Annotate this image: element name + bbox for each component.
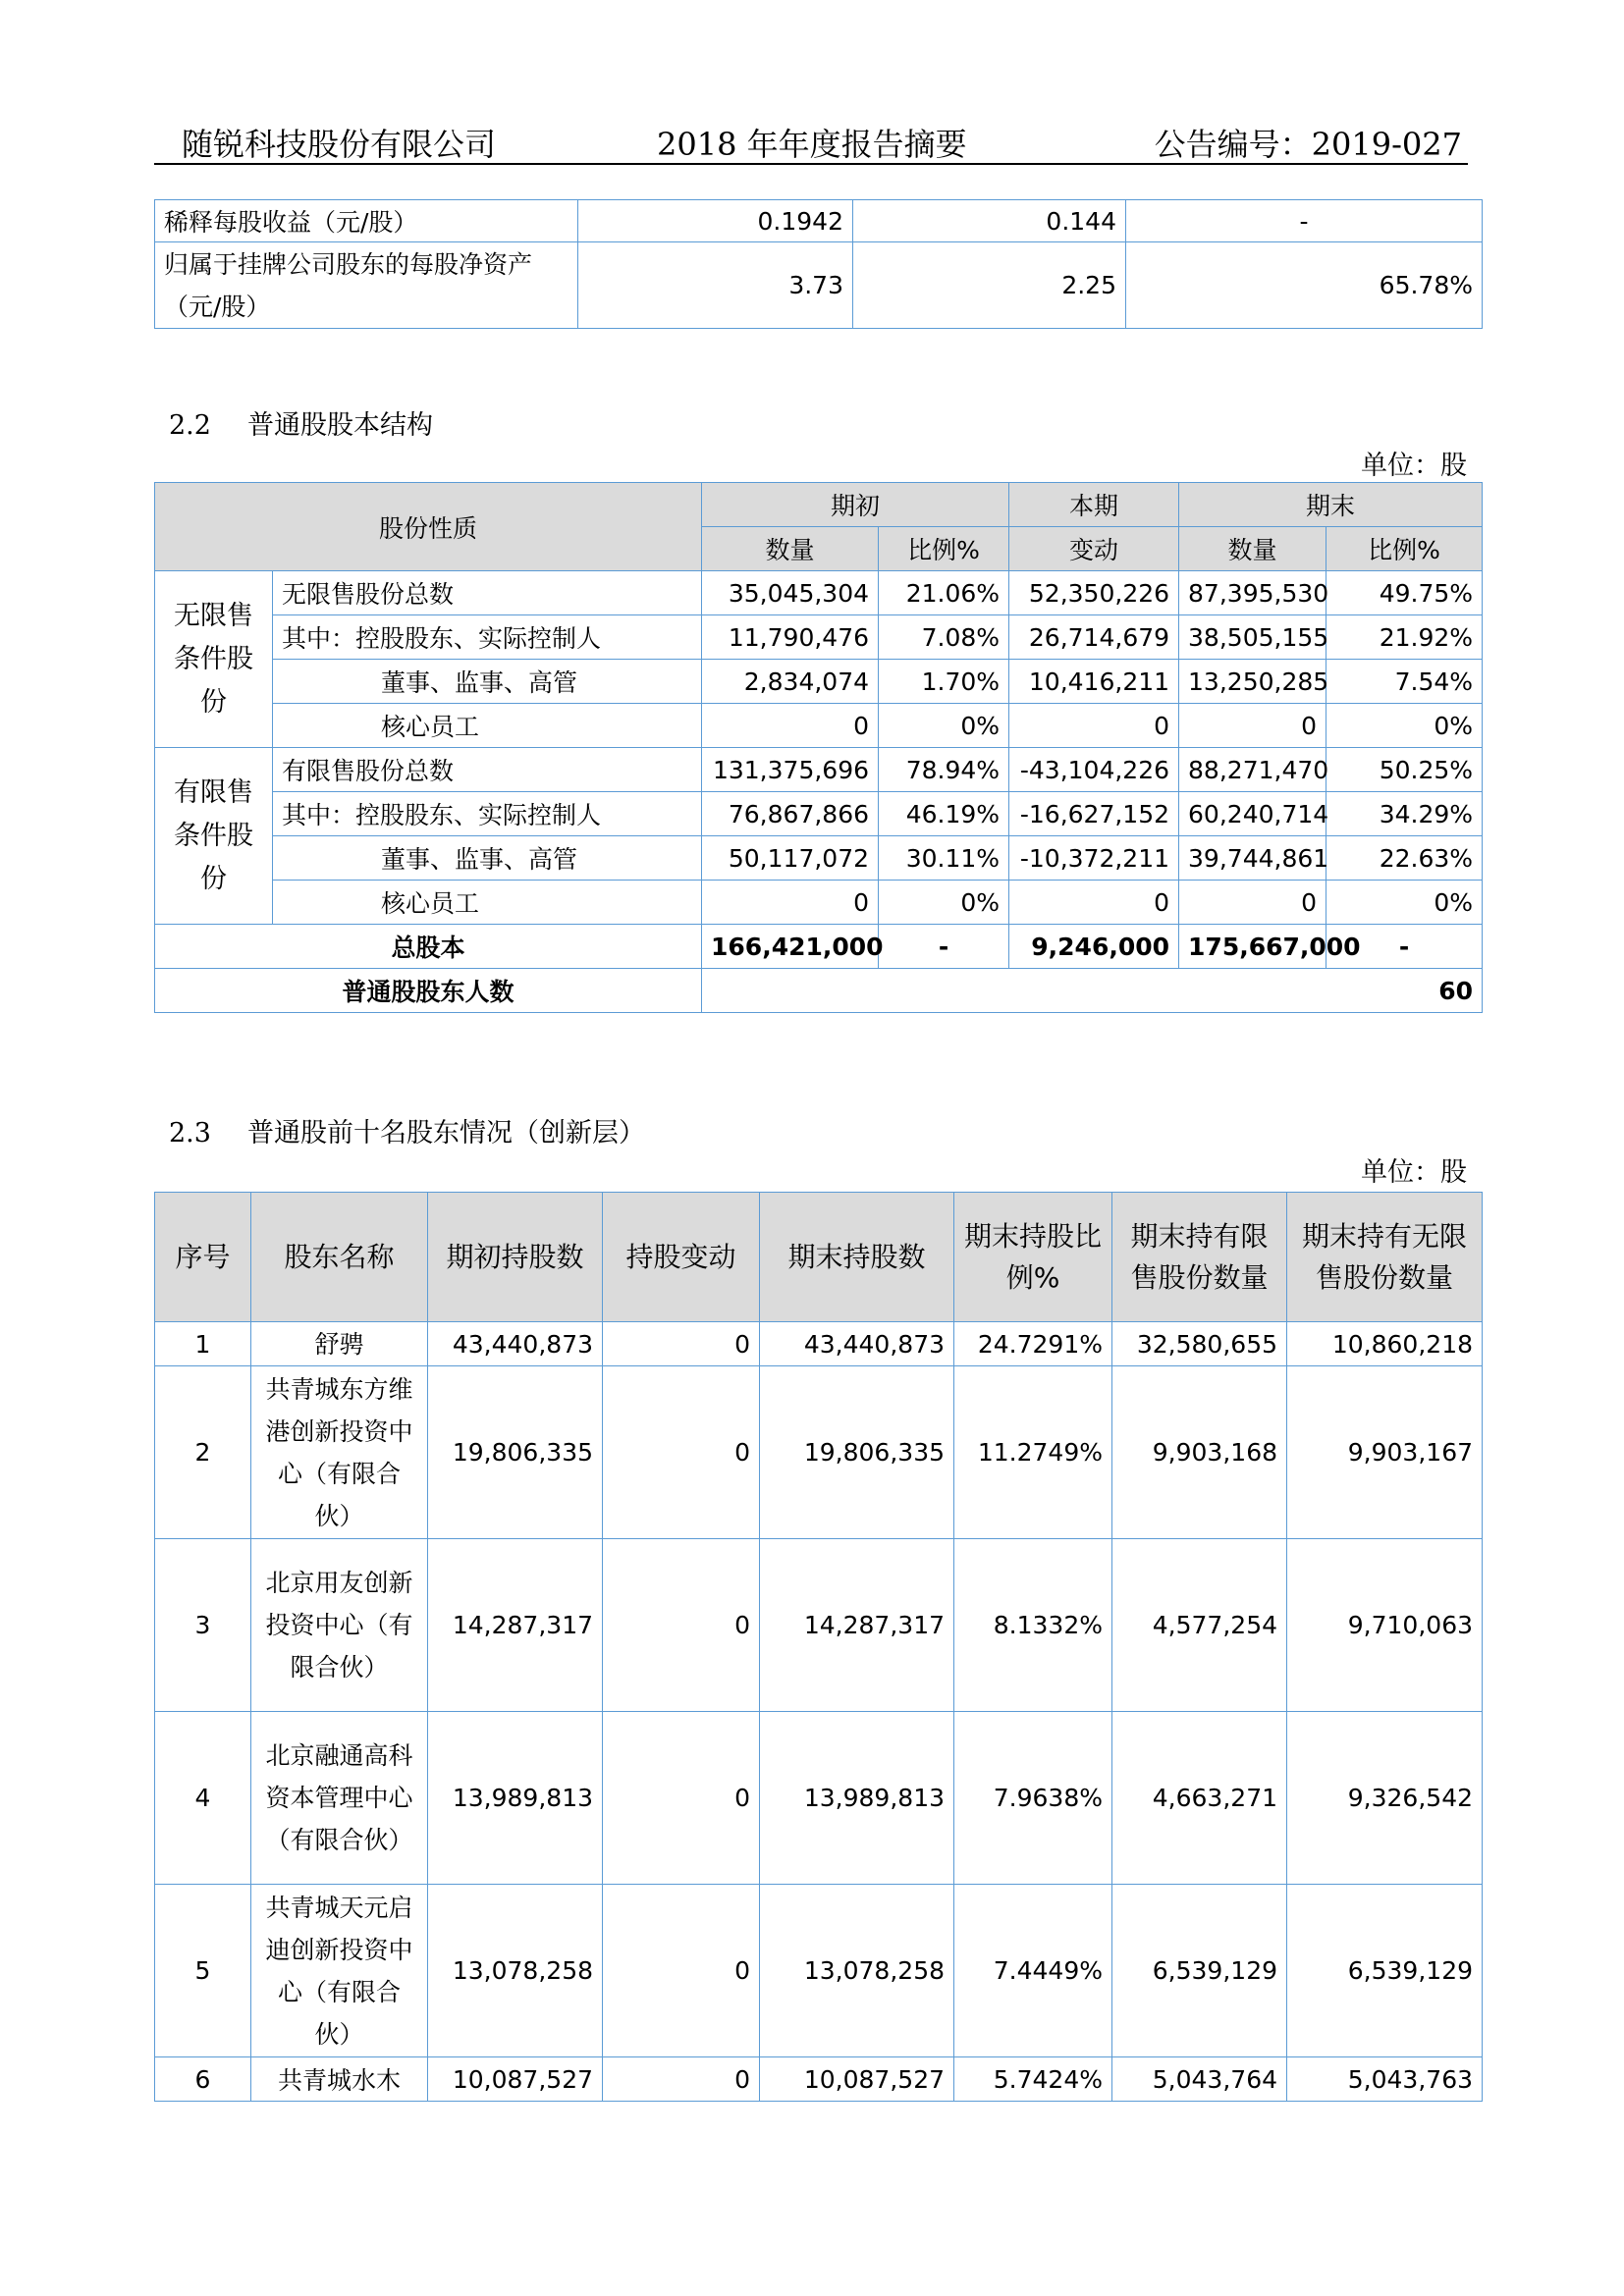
table-row [155, 881, 1483, 925]
row-label: 无限售股份总数 [273, 571, 702, 615]
end-ratio: 22.63% [1326, 836, 1483, 881]
section-2-3-title [169, 1111, 645, 1149]
end-qty: 0 [1179, 881, 1326, 925]
per-share-table [154, 199, 1483, 329]
row-label: 核心员工 [273, 704, 702, 748]
page-header [154, 116, 1468, 165]
end-ratio: 34.29% [1326, 792, 1483, 836]
header-end: 期末 [1179, 483, 1483, 527]
shareholder-name: 舒骋 [251, 1322, 428, 1366]
header-no: 序号 [155, 1193, 251, 1322]
header-ratio: 期末持股比例% [954, 1193, 1112, 1322]
total-begin-ratio: - [879, 925, 1009, 969]
end-ratio: 21.92% [1326, 615, 1483, 660]
row-no: 6 [155, 2057, 251, 2102]
table-row [155, 1366, 1483, 1539]
change-value: 65.78% [1126, 242, 1483, 329]
share-change: 0 [603, 1712, 760, 1885]
total-change: 9,246,000 [1009, 925, 1179, 969]
total-label: 总股本 [155, 925, 702, 969]
shareholder-name: 北京融通高科资本管理中心（有限合伙） [251, 1712, 428, 1885]
end-ratio: 7.4449% [954, 1885, 1112, 2057]
section-title-text: 普通股前十名股东情况（创新层） [247, 1118, 645, 1148]
end-ratio: 50.25% [1326, 748, 1483, 792]
change: -43,104,226 [1009, 748, 1179, 792]
end-ratio: 7.54% [1326, 660, 1483, 704]
header-row [155, 483, 1483, 527]
end-qty: 0 [1179, 704, 1326, 748]
row-no: 1 [155, 1322, 251, 1366]
table-row [155, 1885, 1483, 2057]
end-qty: 60,240,714 [1179, 792, 1326, 836]
shareholder-name: 共青城东方维港创新投资中心（有限合伙） [251, 1366, 428, 1539]
header-end-qty: 数量 [1179, 527, 1326, 571]
table-row [155, 704, 1483, 748]
table-row [155, 2057, 1483, 2102]
change-value: - [1126, 200, 1483, 242]
end-shares: 43,440,873 [760, 1322, 954, 1366]
end-ratio: 8.1332% [954, 1539, 1112, 1712]
category-restricted: 有限售条件股份 [155, 748, 273, 925]
row-label: 核心员工 [273, 881, 702, 925]
end-qty: 39,744,861 [1179, 836, 1326, 881]
table-row [155, 1322, 1483, 1366]
begin-qty: 50,117,072 [702, 836, 879, 881]
total-end-qty: 175,667,000 [1179, 925, 1326, 969]
company-name: 随锐科技股份有限公司 [182, 126, 497, 163]
unit-label: 单位：股 [1361, 1157, 1467, 1188]
previous-value: 2.25 [853, 242, 1126, 329]
unrestricted-shares: 9,710,063 [1287, 1539, 1483, 1712]
section-number: 2.3 [169, 1118, 211, 1148]
begin-qty: 131,375,696 [702, 748, 879, 792]
begin-ratio: 78.94% [879, 748, 1009, 792]
begin-ratio: 1.70% [879, 660, 1009, 704]
end-ratio: 7.9638% [954, 1712, 1112, 1885]
begin-qty: 2,834,074 [702, 660, 879, 704]
change: -16,627,152 [1009, 792, 1179, 836]
begin-shares: 14,287,317 [428, 1539, 603, 1712]
row-label: 其中：控股股东、实际控制人 [273, 792, 702, 836]
shareholder-name: 共青城水木 [251, 2057, 428, 2102]
end-qty: 38,505,155 [1179, 615, 1326, 660]
row-label: 董事、监事、高管 [273, 836, 702, 881]
end-shares: 19,806,335 [760, 1366, 954, 1539]
header-nature: 股份性质 [155, 483, 702, 571]
change: 0 [1009, 881, 1179, 925]
end-shares: 13,989,813 [760, 1712, 954, 1885]
share-change: 0 [603, 1366, 760, 1539]
total-end-ratio: - [1326, 925, 1483, 969]
begin-shares: 10,087,527 [428, 2057, 603, 2102]
header-begin-qty: 数量 [702, 527, 879, 571]
header-row [155, 1193, 1483, 1322]
header-change: 持股变动 [603, 1193, 760, 1322]
shareholder-name: 共青城天元启迪创新投资中心（有限合伙） [251, 1885, 428, 2057]
unrestricted-shares: 6,539,129 [1287, 1885, 1483, 2057]
current-value: 0.1942 [578, 200, 853, 242]
header-change-a: 本期 [1009, 483, 1179, 527]
begin-qty: 11,790,476 [702, 615, 879, 660]
table-row [155, 748, 1483, 792]
share-change: 0 [603, 1322, 760, 1366]
end-ratio: 24.7291% [954, 1322, 1112, 1366]
share-change: 0 [603, 2057, 760, 2102]
row-label: 其中：控股股东、实际控制人 [273, 615, 702, 660]
end-ratio: 11.2749% [954, 1366, 1112, 1539]
header-change-b: 变动 [1009, 527, 1179, 571]
change: 26,714,679 [1009, 615, 1179, 660]
table-row [155, 242, 1483, 329]
end-shares: 14,287,317 [760, 1539, 954, 1712]
restricted-shares: 4,663,271 [1112, 1712, 1287, 1885]
change: -10,372,211 [1009, 836, 1179, 881]
begin-ratio: 0% [879, 881, 1009, 925]
header-begin: 期初 [702, 483, 1009, 527]
unit-label: 单位：股 [1361, 451, 1467, 481]
restricted-shares: 4,577,254 [1112, 1539, 1287, 1712]
share-structure-table [154, 482, 1483, 1013]
table-row [155, 1539, 1483, 1712]
top-shareholders-table [154, 1192, 1483, 2102]
begin-ratio: 30.11% [879, 836, 1009, 881]
holders-row [155, 969, 1483, 1013]
row-label: 归属于挂牌公司股东的每股净资产（元/股） [155, 242, 578, 329]
end-qty: 13,250,285 [1179, 660, 1326, 704]
change: 0 [1009, 704, 1179, 748]
section-number: 2.2 [169, 410, 211, 441]
unrestricted-shares: 10,860,218 [1287, 1322, 1483, 1366]
end-qty: 88,271,470 [1179, 748, 1326, 792]
unrestricted-shares: 9,903,167 [1287, 1366, 1483, 1539]
row-no: 4 [155, 1712, 251, 1885]
row-label: 有限售股份总数 [273, 748, 702, 792]
holders-label: 普通股股东人数 [155, 969, 702, 1013]
unrestricted-shares: 9,326,542 [1287, 1712, 1483, 1885]
unrestricted-shares: 5,043,763 [1287, 2057, 1483, 2102]
header-begin: 期初持股数 [428, 1193, 603, 1322]
end-shares: 13,078,258 [760, 1885, 954, 2057]
begin-shares: 13,078,258 [428, 1885, 603, 2057]
share-change: 0 [603, 1539, 760, 1712]
share-change: 0 [603, 1885, 760, 2057]
header-restricted: 期末持有限售股份数量 [1112, 1193, 1287, 1322]
begin-shares: 19,806,335 [428, 1366, 603, 1539]
row-label: 稀释每股收益（元/股） [155, 200, 578, 242]
begin-shares: 13,989,813 [428, 1712, 603, 1885]
change: 52,350,226 [1009, 571, 1179, 615]
end-shares: 10,087,527 [760, 2057, 954, 2102]
end-ratio: 0% [1326, 704, 1483, 748]
end-ratio: 0% [1326, 881, 1483, 925]
holders-value: 60 [702, 969, 1483, 1013]
end-ratio: 49.75% [1326, 571, 1483, 615]
report-title: 2018 年年度报告摘要 [657, 126, 967, 163]
begin-shares: 43,440,873 [428, 1322, 603, 1366]
begin-ratio: 7.08% [879, 615, 1009, 660]
table-row [155, 571, 1483, 615]
restricted-shares: 6,539,129 [1112, 1885, 1287, 2057]
header-end: 期末持股数 [760, 1193, 954, 1322]
begin-qty: 0 [702, 704, 879, 748]
restricted-shares: 9,903,168 [1112, 1366, 1287, 1539]
table-row [155, 200, 1483, 242]
row-label: 董事、监事、高管 [273, 660, 702, 704]
begin-ratio: 21.06% [879, 571, 1009, 615]
table-row [155, 792, 1483, 836]
row-no: 2 [155, 1366, 251, 1539]
restricted-shares: 32,580,655 [1112, 1322, 1287, 1366]
header-name: 股东名称 [251, 1193, 428, 1322]
row-no: 3 [155, 1539, 251, 1712]
header-begin-ratio: 比例% [879, 527, 1009, 571]
begin-ratio: 0% [879, 704, 1009, 748]
begin-qty: 76,867,866 [702, 792, 879, 836]
change: 10,416,211 [1009, 660, 1179, 704]
end-ratio: 5.7424% [954, 2057, 1112, 2102]
notice-number: 公告编号：2019-027 [1154, 126, 1462, 163]
total-row [155, 925, 1483, 969]
begin-qty: 0 [702, 881, 879, 925]
current-value: 3.73 [578, 242, 853, 329]
previous-value: 0.144 [853, 200, 1126, 242]
table-row [155, 660, 1483, 704]
table-row [155, 615, 1483, 660]
row-no: 5 [155, 1885, 251, 2057]
shareholder-name: 北京用友创新投资中心（有限合伙） [251, 1539, 428, 1712]
section-title-text: 普通股股本结构 [247, 410, 433, 441]
category-unrestricted: 无限售条件股份 [155, 571, 273, 748]
end-qty: 87,395,530 [1179, 571, 1326, 615]
section-2-2-title [169, 403, 433, 442]
table-row [155, 836, 1483, 881]
total-begin-qty: 166,421,000 [702, 925, 879, 969]
begin-ratio: 46.19% [879, 792, 1009, 836]
header-end-ratio: 比例% [1326, 527, 1483, 571]
begin-qty: 35,045,304 [702, 571, 879, 615]
restricted-shares: 5,043,764 [1112, 2057, 1287, 2102]
header-unrestricted: 期末持有无限售股份数量 [1287, 1193, 1483, 1322]
table-row [155, 1712, 1483, 1885]
